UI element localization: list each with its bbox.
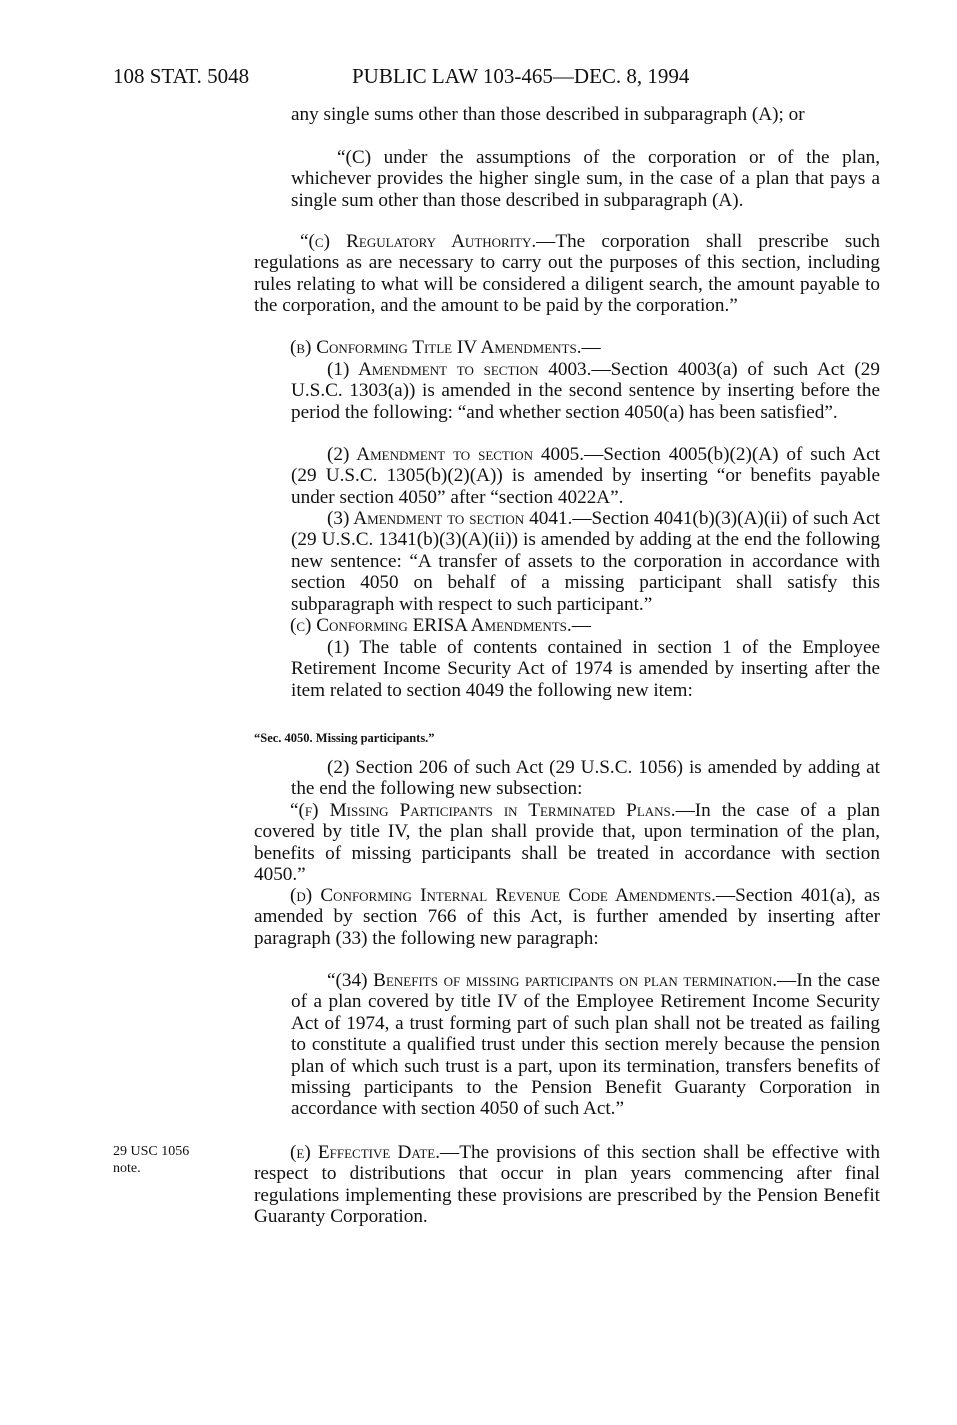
- paragraph-c1: (1) The table of contents contained in section 1 of the Employee Retirement Income Security Act of 1974 is amended by inserting after the item related to section 4049 the following new item:: [291, 637, 880, 701]
- text-amendment-4003: —Section 4003(a) of such Act (29 U.S.C. 1303(a)) is amended in the second sentence by inserting before the period the following: “and whether section 4050(a) has been satisfied”.: [291, 359, 880, 423]
- paragraph-single-sums: any single sums other than those described in subparagraph (A); or: [291, 104, 805, 125]
- text-amendment-4005: —Section 4005(b)(2)(A) of such Act (29 U.S.C. 1305(b)(2)(A)) is amended by inserting “or benefits payable under section 4050” after “section 4022A”.: [291, 444, 881, 508]
- paragraph-b3: [291, 508, 880, 615]
- paragraph-c2: (2) Section 206 of such Act (29 U.S.C. 1056) is amended by adding at the end the following new subsection:: [291, 757, 880, 800]
- margin-note-citation: 29 USC 1056: [113, 1144, 190, 1159]
- subsection-e-effective-date: [254, 1142, 880, 1228]
- paragraph-c-assumptions: “(C) under the assumptions of the corporation or of the plan, whichever provides the higher single sum, in the case of a plan that pays a single sum other than those described in subparagraph (A).: [291, 147, 880, 211]
- paragraph-b2: [291, 444, 880, 508]
- heading-amendment-4041: (3) Amendment to section 4041.: [327, 508, 573, 529]
- subsection-c-heading: [254, 615, 880, 636]
- subsection-d-irc-amendments: [254, 885, 880, 949]
- dash-b: —: [581, 337, 601, 358]
- heading-conforming-title-iv: (b) Conforming Title IV Amendments.: [290, 337, 582, 358]
- subsection-b-heading: [254, 337, 880, 358]
- subsection-f-missing-participants: [254, 800, 880, 886]
- heading-conforming-irc: (d) Conforming Internal Revenue Code Amendments.: [290, 885, 716, 906]
- text-benefits-missing-participants: —In the case of a plan covered by title IV of the Employee Retirement Income Security Act of 1974, a trust forming part of such plan shall not be treated as failing to constitute a qualified trust under this section merely because the pension plan of which such trust is a part, upon its termination, transfers benefits of missing participants to the Pension Benefit Guaranty Corporation in accordance with section 4050 of such Act.”: [291, 970, 880, 1120]
- heading-regulatory-authority: “(c) Regulatory Authority.: [300, 231, 537, 252]
- heading-amendment-4005: (2) Amendment to section 4005.: [327, 444, 585, 465]
- heading-benefits-missing-participants: “(34) Benefits of missing participants on plan termination.: [327, 970, 778, 991]
- margin-note-label: note.: [113, 1161, 141, 1176]
- dash-c: —: [571, 615, 591, 636]
- heading-effective-date: (e) Effective Date.: [290, 1142, 441, 1163]
- toc-item-sec-4050: “Sec. 4050. Missing participants.”: [254, 731, 435, 745]
- heading-missing-participants: “(f) Missing Participants in Terminated Plans.: [290, 800, 676, 821]
- heading-conforming-erisa: (c) Conforming ERISA Amendments.: [290, 615, 572, 636]
- stat-reference: 108 STAT. 5048: [113, 64, 250, 88]
- text-regulatory-authority: —The corporation shall prescribe such regulations as are necessary to carry out the purposes of this section, including rules relating to what will be considered a diligent search, the amount payable to the corporation, and the amount to be paid by the corporation.”: [254, 231, 881, 317]
- margin-note: [113, 1143, 189, 1177]
- subsection-c-regulatory-authority: [254, 231, 880, 317]
- public-law-header: PUBLIC LAW 103-465—DEC. 8, 1994: [352, 64, 690, 88]
- text-conforming-irc: —Section 401(a), as amended by section 766 of this Act, is further amended by inserting after paragraph (33) the following new paragraph:: [254, 885, 880, 949]
- paragraph-b1: [291, 359, 880, 423]
- heading-amendment-4003: (1) Amendment to section 4003.: [327, 359, 592, 380]
- paragraph-34-benefits: [291, 970, 880, 1120]
- text-amendment-4041: —Section 4041(b)(3)(A)(ii) of such Act (29 U.S.C. 1341(b)(3)(A)(ii)) is amended by adding at the end the following new sentence: “A transfer of assets to the corporation in accordance with section 4050 on behalf of a missing participant shall satisfy this subparagraph with respect to such participant.”: [291, 508, 880, 615]
- text-missing-participants: —In the case of a plan covered by title IV, the plan shall provide that, upon termination of the plan, benefits of missing participants shall be treated in accordance with section 4050.”: [254, 800, 880, 886]
- text-effective-date: —The provisions of this section shall be effective with respect to distributions that occur in plan years commencing after final regulations implementing these provisions are prescribed by the Pension Benefit Guaranty Corporation.: [254, 1142, 880, 1228]
